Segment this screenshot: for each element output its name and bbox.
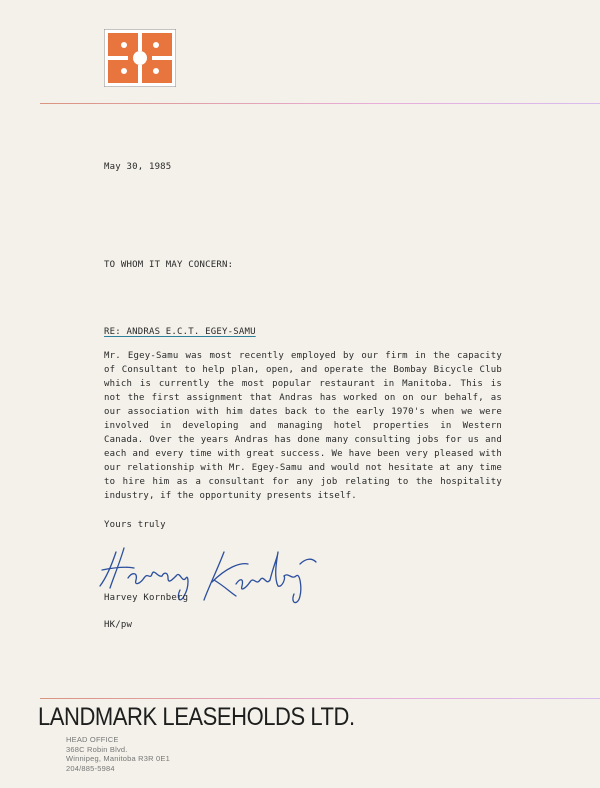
salutation: TO WHOM IT MAY CONCERN:: [104, 260, 234, 270]
address-line: HEAD OFFICE: [66, 735, 119, 744]
letter-body: Mr. Egey-Samu was most recently employed by our firm in the capacity of Consultant to help plan, open, and operate the Bombay Bicycle Club which is currently the most popular restaurant in Manitoba. This is not the first assignment that Andras has worked on on our behalf, as our association with him dates back to the early 1970's when we were involved in developing and managing hotel properties in Western Canada. Over the years Andras has done many consulting jobs for us and each and every time with great success. We have been very pleased with our relationship with Mr. Egey-Samu and would not hesitate at any time to hire him as a consultant for any job relating to the hospitality industry, if the opportunity presents itself.: [104, 351, 502, 501]
footer-rule: [40, 698, 600, 699]
company-name: LANDMARK LEASEHOLDS LTD.: [38, 703, 355, 731]
address-line: Winnipeg, Manitoba R3R 0E1: [66, 754, 171, 763]
company-logo-icon: [104, 29, 176, 87]
company-address: [66, 735, 170, 773]
subject-line: RE: ANDRAS E.C.T. EGEY-SAMU: [104, 327, 256, 337]
header-rule: [40, 103, 600, 104]
address-line: 368C Robin Blvd.: [66, 744, 128, 754]
reference-initials: HK/pw: [104, 620, 133, 630]
signer-name: Harvey Kornberg: [104, 593, 189, 603]
address-line: 204/885-5984: [66, 763, 115, 773]
letter-date: May 30, 1985: [104, 162, 172, 172]
handwritten-signature: [94, 534, 334, 618]
closing: Yours truly: [104, 520, 166, 530]
